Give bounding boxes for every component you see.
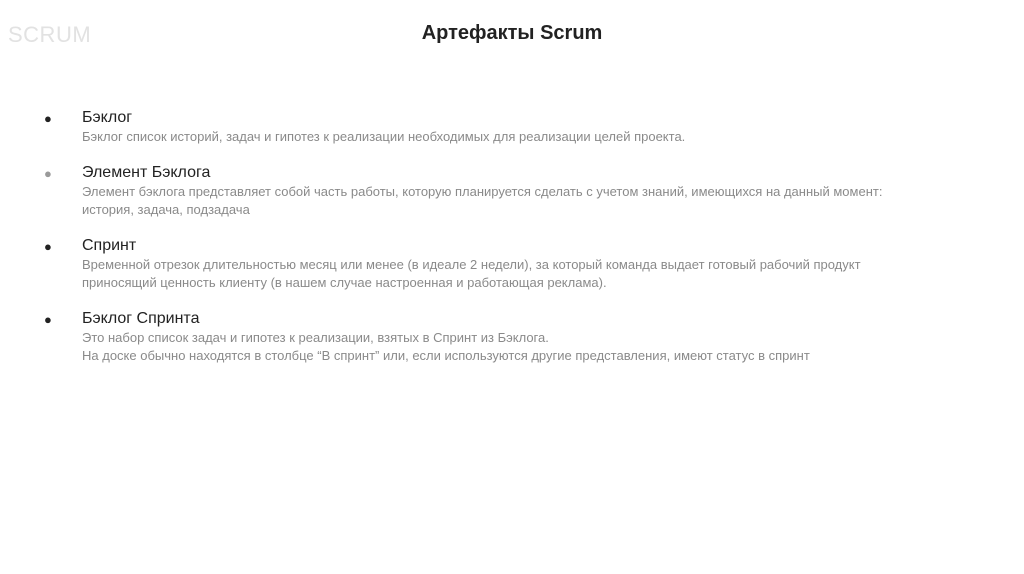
- item-description: [82, 183, 1002, 219]
- item-description: [82, 128, 1002, 146]
- bullet-icon: ●: [44, 111, 52, 126]
- description-line: Элемент бэклога представляет собой часть работы, которую планируется сделать с учетом знаний, имеющихся на данный момент:: [82, 184, 883, 199]
- list-item-backlog: [0, 108, 1024, 146]
- bullet-icon: ●: [44, 312, 52, 327]
- list-item-sprint: [0, 236, 1024, 292]
- description-line: Это набор список задач и гипотез к реализации, взятых в Спринт из Бэклога.: [82, 330, 549, 345]
- list-item-backlog-element: [0, 163, 1024, 219]
- description-line: Бэклог список историй, задач и гипотез к реализации необходимых для реализации целей проекта.: [82, 129, 686, 144]
- item-description: [82, 329, 1002, 365]
- bullet-icon: ●: [44, 166, 52, 181]
- description-line: история, задача, подзадача: [82, 202, 250, 217]
- slide-title: Артефакты Scrum: [421, 22, 603, 44]
- bullet-icon: ●: [44, 239, 52, 254]
- item-description: [82, 256, 1002, 292]
- artifact-list: [0, 107, 1024, 365]
- item-heading: Элемент Бэклога: [82, 164, 211, 181]
- description-line: приносящий ценность клиенту (в нашем случае настроенная и работающая реклама).: [82, 275, 607, 290]
- list-item-sprint-backlog: [0, 309, 1024, 365]
- description-line: Временной отрезок длительностью месяц или менее (в идеале 2 недели), за который команда выдает готовый рабочий продукт: [82, 257, 861, 272]
- item-heading: Бэклог: [82, 109, 133, 126]
- item-heading: Бэклог Спринта: [82, 310, 200, 327]
- brand-watermark: SCRUM: [8, 22, 92, 47]
- item-heading: Спринт: [82, 237, 137, 254]
- description-line: На доске обычно находятся в столбце “В спринт” или, если используются другие представления, имеют статус в спринт: [82, 348, 810, 363]
